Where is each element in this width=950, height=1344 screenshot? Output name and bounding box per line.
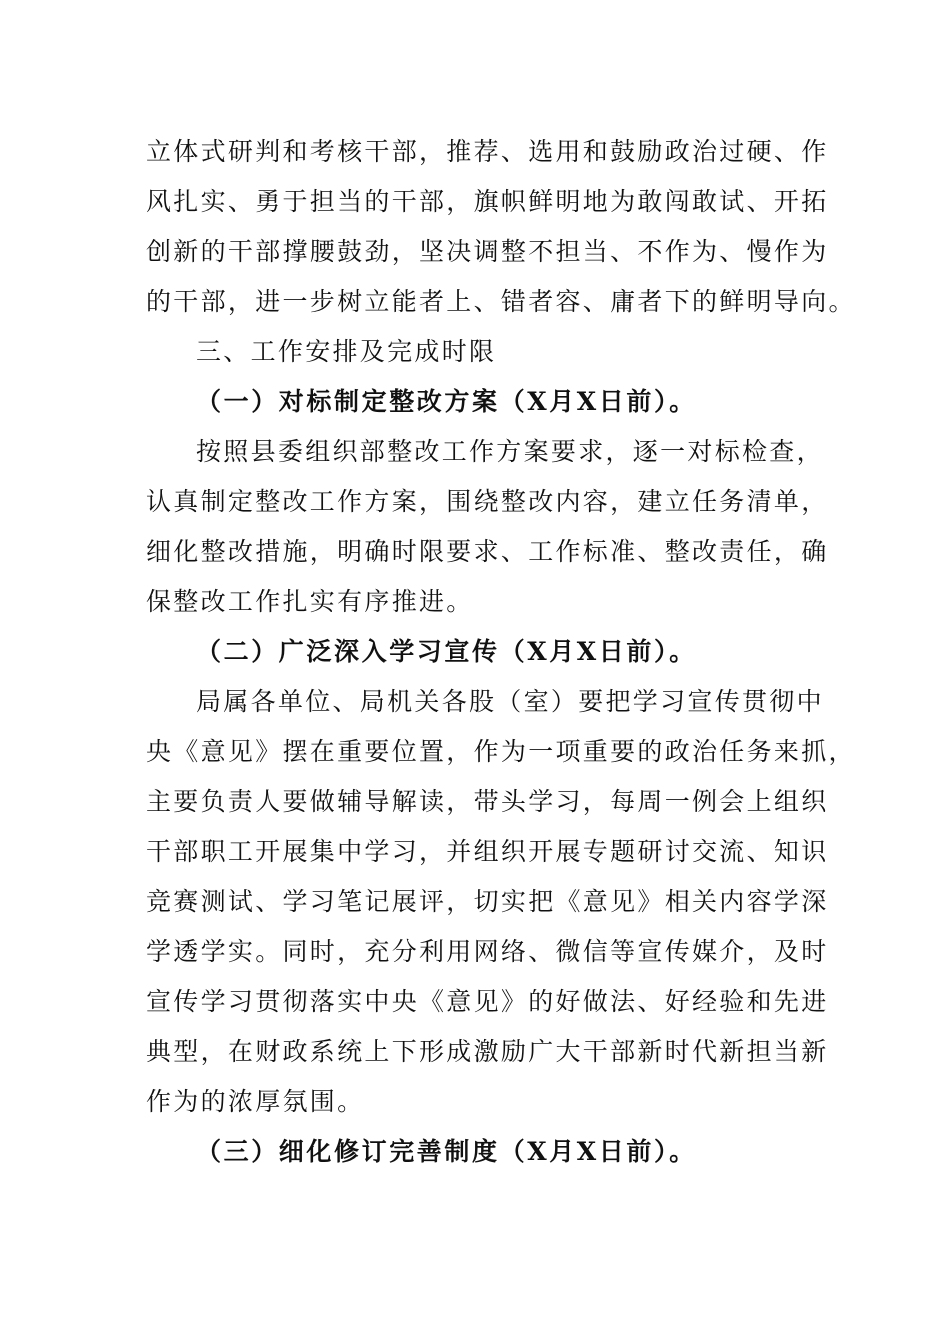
paragraph-line: 主要负责人要做辅导解读，带头学习，每周一例会上组织	[146, 787, 829, 816]
paragraph-line: 创新的干部撑腰鼓劲，坚决调整不担当、不作为、慢作为	[146, 237, 829, 266]
paragraph-line: 央《意见》摆在重要位置，作为一项重要的政治任务来抓，	[146, 737, 856, 766]
paragraph-line: 保整改工作扎实有序推进。	[146, 587, 474, 616]
paragraph-line: 作为的浓厚氛围。	[146, 1087, 365, 1116]
paragraph-line: 局属各单位、局机关各股（室）要把学习宣传贯彻中	[196, 687, 824, 716]
paragraph-line: 立体式研判和考核干部，推荐、选用和鼓励政治过硬、作	[146, 137, 829, 166]
paragraph-line: 的干部，进一步树立能者上、错者容、庸者下的鲜明导向。	[146, 287, 856, 316]
paragraph-line: 竞赛测试、学习笔记展评，切实把《意见》相关内容学深	[146, 887, 829, 916]
paragraph-line: 宣传学习贯彻落实中央《意见》的好做法、好经验和先进	[146, 987, 829, 1016]
section-heading: 三、工作安排及完成时限	[196, 337, 497, 366]
sub-heading: （三）细化修订完善制度（X月X日前）。	[196, 1137, 697, 1166]
sub-heading: （一）对标制定整改方案（X月X日前）。	[196, 387, 697, 416]
paragraph-line: 风扎实、勇于担当的干部，旗帜鲜明地为敢闯敢试、开拓	[146, 187, 829, 216]
paragraph-line: 按照县委组织部整改工作方案要求，逐一对标检查，	[196, 437, 824, 466]
paragraph-line: 认真制定整改工作方案，围绕整改内容，建立任务清单，	[146, 487, 829, 516]
paragraph-line: 典型，在财政系统上下形成激励广大干部新时代新担当新	[146, 1037, 829, 1066]
sub-heading: （二）广泛深入学习宣传（X月X日前）。	[196, 637, 697, 666]
paragraph-line: 干部职工开展集中学习，并组织开展专题研讨交流、知识	[146, 837, 829, 866]
paragraph-line: 细化整改措施，明确时限要求、工作标准、整改责任，确	[146, 537, 829, 566]
paragraph-line: 学透学实。同时，充分利用网络、微信等宣传媒介，及时	[146, 937, 829, 966]
